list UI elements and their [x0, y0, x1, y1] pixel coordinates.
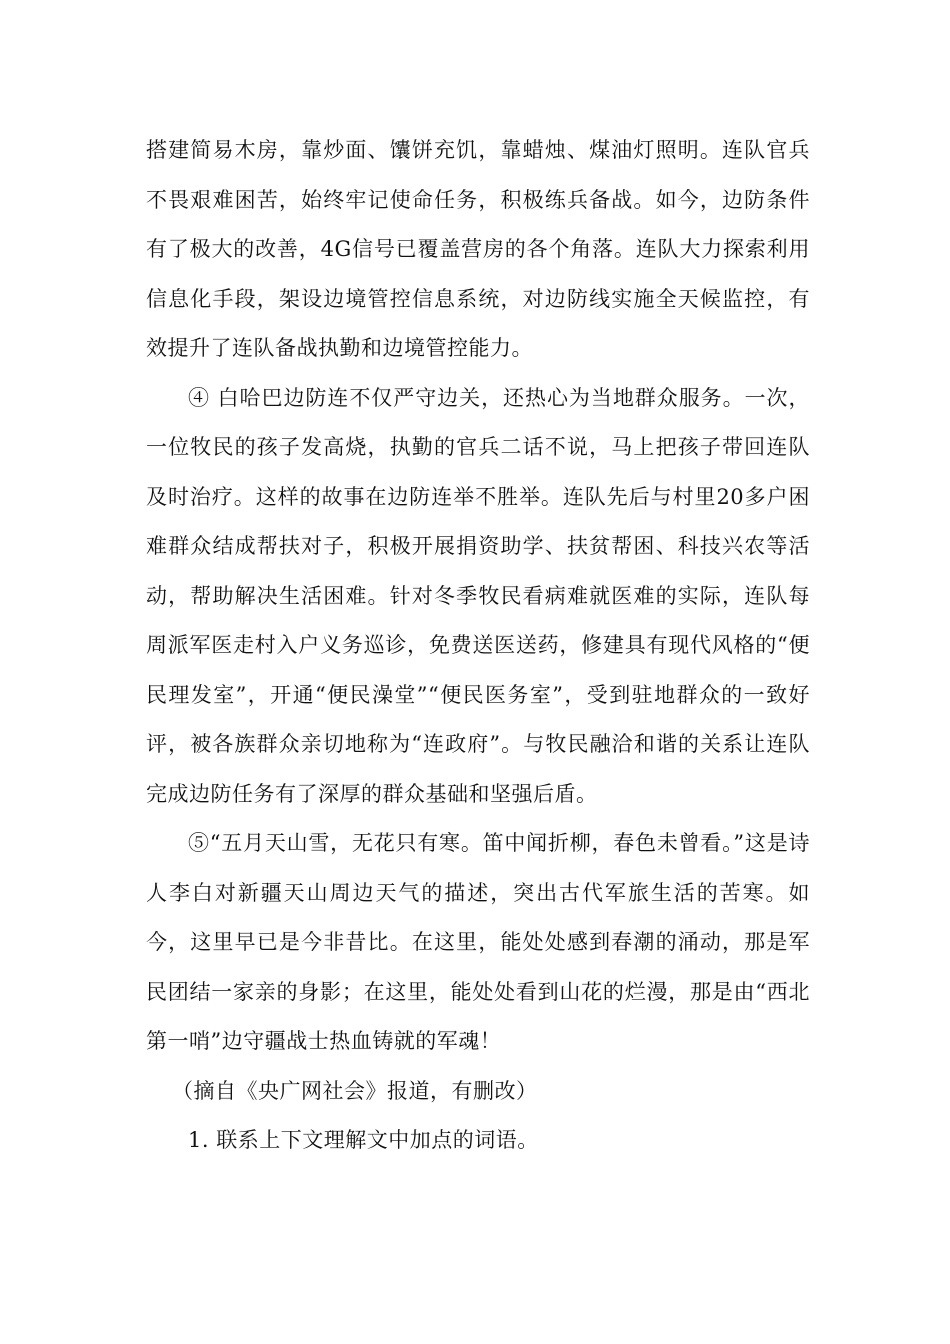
paragraph-5: ⑤“五月天山雪，无花只有寒。笛中闻折柳，春色未曾看。”这是诗人李白对新疆天山周边天气的描述，突出古代军旅生活的苦寒。如今，这里早已是今非昔比。在这里，能处处感到春潮的涌动，那是军民团结一家亲的身影；在这里，能处处看到山花的烂漫，那是由“西北第一哨”边守疆战士热血铸就的军魂！: [146, 831, 810, 1053]
paragraph-3-continuation: 搭建简易木房，靠炒面、馕饼充饥，靠蜡烛、煤油灯照明。连队官兵不畏艰难困苦，始终牢记使命任务，积极练兵备战。如今，边防条件有了极大的改善，4G信号已覆盖营房的各个角落。连队大力探索利用信息化手段，架设边境管控信息系统，对边防线实施全天候监控，有效提升了连队备战执勤和边境管控能力。: [146, 138, 810, 360]
paragraph-4: ④ 白哈巴边防连不仅严守边关，还热心为当地群众服务。一次，一位牧民的孩子发高烧，执勤的官兵二话不说，马上把孩子带回连队及时治疗。这样的故事在边防连举不胜举。连队先后与村里20多户困难群众结成帮扶对子，积极开展捐资助学、扶贫帮困、科技兴农等活动，帮助解决生活困难。针对冬季牧民看病难就医难的实际，连队每周派军医走村入户义务巡诊，免费送医送药，修建具有现代风格的“便民理发室”，开通“便民澡堂”“便民医务室”，受到驻地群众的一致好评，被各族群众亲切地称为“连政府”。与牧民融洽和谐的关系让连队完成边防任务有了深厚的群众基础和坚强后盾。: [146, 385, 810, 806]
article-body: [146, 126, 810, 1166]
question-1: 1. 联系上下文理解文中加点的词语。: [188, 1128, 539, 1152]
source-citation: （摘自《央广网社会》报道，有删改）: [172, 1078, 538, 1103]
